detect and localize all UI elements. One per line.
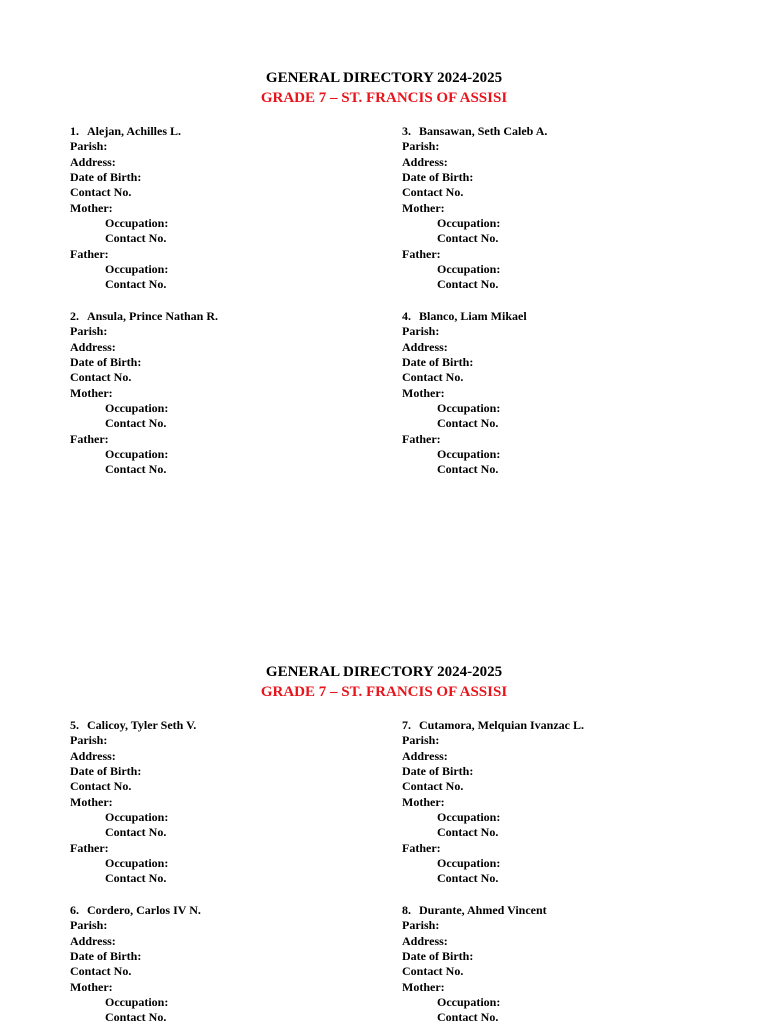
student-entry — [402, 309, 527, 478]
mother-label: Mother: — [70, 979, 113, 994]
parish-label: Parish: — [70, 918, 108, 933]
mother-label: Mother: — [402, 979, 445, 994]
address-label: Address: — [70, 748, 116, 763]
mother-contact-label: Contact No. — [437, 825, 499, 840]
contact-label: Contact No. — [70, 185, 132, 200]
mother-occupation-label: Occupation: — [105, 401, 169, 416]
mother-occupation-label: Occupation: — [105, 995, 169, 1010]
student-entry — [70, 903, 201, 1026]
mother-occupation-label: Occupation: — [437, 216, 501, 231]
address-label: Address: — [402, 748, 448, 763]
address-label: Address: — [70, 154, 116, 169]
mother-label: Mother: — [70, 385, 113, 400]
father-occupation-label: Occupation: — [105, 856, 169, 871]
date-of-birth-label: Date of Birth: — [70, 170, 142, 185]
student-number: 6. — [70, 903, 79, 917]
date-of-birth-label: Date of Birth: — [70, 949, 142, 964]
student-number: 5. — [70, 718, 79, 732]
student-name: Ansula, Prince Nathan R. — [87, 309, 219, 323]
student-name: Blanco, Liam Mikael — [419, 309, 527, 323]
student-entry — [70, 124, 181, 293]
address-label: Address: — [402, 154, 448, 169]
date-of-birth-label: Date of Birth: — [402, 764, 474, 779]
contact-label: Contact No. — [70, 779, 132, 794]
parish-label: Parish: — [402, 733, 440, 748]
father-occupation-label: Occupation: — [105, 447, 169, 462]
student-number: 7. — [402, 718, 411, 732]
father-occupation-label: Occupation: — [437, 856, 501, 871]
student-entry — [70, 718, 196, 887]
directory-subtitle: GRADE 7 – ST. FRANCIS OF ASSISI — [260, 90, 508, 106]
student-name-row — [402, 124, 547, 139]
address-label: Address: — [70, 933, 116, 948]
parish-label: Parish: — [70, 733, 108, 748]
father-occupation-label: Occupation: — [437, 447, 501, 462]
mother-contact-label: Contact No. — [437, 416, 499, 431]
mother-contact-label: Contact No. — [437, 1010, 499, 1025]
student-number: 2. — [70, 309, 79, 323]
address-label: Address: — [402, 933, 448, 948]
parish-label: Parish: — [70, 324, 108, 339]
date-of-birth-label: Date of Birth: — [402, 949, 474, 964]
address-label: Address: — [402, 339, 448, 354]
contact-label: Contact No. — [70, 964, 132, 979]
student-name-row — [402, 903, 547, 918]
student-name: Bansawan, Seth Caleb A. — [419, 124, 548, 138]
student-entry — [402, 124, 547, 293]
directory-header — [0, 662, 768, 702]
directory-header — [0, 68, 768, 108]
directory-title: GENERAL DIRECTORY 2024-2025 — [265, 70, 503, 86]
father-contact-label: Contact No. — [437, 871, 499, 886]
contact-label: Contact No. — [402, 964, 464, 979]
student-entry — [70, 309, 218, 478]
mother-occupation-label: Occupation: — [105, 810, 169, 825]
mother-label: Mother: — [402, 385, 445, 400]
student-name: Durante, Ahmed Vincent — [419, 903, 547, 917]
student-name: Cordero, Carlos IV N. — [87, 903, 201, 917]
father-contact-label: Contact No. — [105, 871, 167, 886]
mother-label: Mother: — [402, 200, 445, 215]
student-entry — [402, 903, 547, 1026]
student-name-row — [70, 718, 196, 733]
directory-title: GENERAL DIRECTORY 2024-2025 — [265, 664, 503, 680]
father-label: Father: — [402, 431, 441, 446]
student-number: 3. — [402, 124, 411, 138]
student-number: 4. — [402, 309, 411, 323]
date-of-birth-label: Date of Birth: — [402, 170, 474, 185]
father-label: Father: — [70, 840, 109, 855]
contact-label: Contact No. — [402, 779, 464, 794]
father-label: Father: — [402, 840, 441, 855]
parish-label: Parish: — [402, 324, 440, 339]
address-label: Address: — [70, 339, 116, 354]
parish-label: Parish: — [402, 918, 440, 933]
student-entry — [402, 718, 584, 887]
student-name-row — [402, 718, 584, 733]
student-name-row — [402, 309, 527, 324]
student-name: Calicoy, Tyler Seth V. — [87, 718, 197, 732]
contact-label: Contact No. — [70, 370, 132, 385]
parish-label: Parish: — [402, 139, 440, 154]
student-name: Cutamora, Melquian Ivanzac L. — [419, 718, 584, 732]
father-label: Father: — [402, 246, 441, 261]
contact-label: Contact No. — [402, 185, 464, 200]
father-contact-label: Contact No. — [105, 277, 167, 292]
parish-label: Parish: — [70, 139, 108, 154]
mother-contact-label: Contact No. — [105, 416, 167, 431]
mother-contact-label: Contact No. — [105, 825, 167, 840]
father-occupation-label: Occupation: — [105, 262, 169, 277]
mother-contact-label: Contact No. — [105, 1010, 167, 1025]
mother-occupation-label: Occupation: — [437, 401, 501, 416]
contact-label: Contact No. — [402, 370, 464, 385]
father-contact-label: Contact No. — [437, 462, 499, 477]
student-name-row — [70, 309, 218, 324]
student-name-row — [70, 903, 201, 918]
mother-label: Mother: — [70, 794, 113, 809]
student-name-row — [70, 124, 181, 139]
mother-occupation-label: Occupation: — [105, 216, 169, 231]
father-contact-label: Contact No. — [437, 277, 499, 292]
father-label: Father: — [70, 431, 109, 446]
mother-label: Mother: — [402, 794, 445, 809]
father-label: Father: — [70, 246, 109, 261]
mother-contact-label: Contact No. — [437, 231, 499, 246]
date-of-birth-label: Date of Birth: — [70, 355, 142, 370]
mother-label: Mother: — [70, 200, 113, 215]
mother-contact-label: Contact No. — [105, 231, 167, 246]
student-name: Alejan, Achilles L. — [87, 124, 182, 138]
mother-occupation-label: Occupation: — [437, 810, 501, 825]
student-number: 1. — [70, 124, 79, 138]
student-number: 8. — [402, 903, 411, 917]
mother-occupation-label: Occupation: — [437, 995, 501, 1010]
directory-subtitle: GRADE 7 – ST. FRANCIS OF ASSISI — [260, 684, 508, 700]
father-occupation-label: Occupation: — [437, 262, 501, 277]
date-of-birth-label: Date of Birth: — [402, 355, 474, 370]
father-contact-label: Contact No. — [105, 462, 167, 477]
date-of-birth-label: Date of Birth: — [70, 764, 142, 779]
